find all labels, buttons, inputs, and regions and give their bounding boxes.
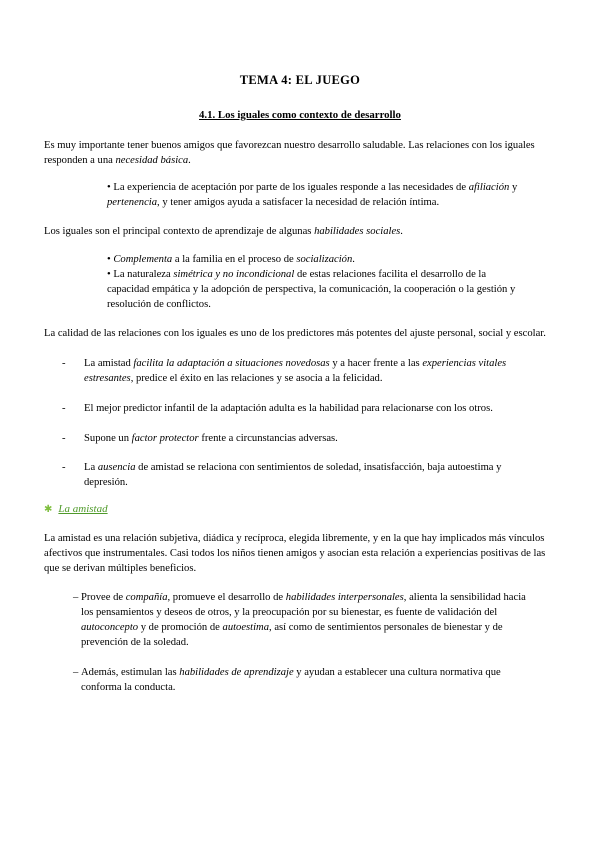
paragraph-calidad: La calidad de las relaciones con los iguales es uno de los predictores más potentes del ajuste personal, social y escolar. xyxy=(44,328,546,339)
list-item xyxy=(62,356,532,386)
paragraph-amistad: La amistad es una relación subjetiva, diádica y recíproca, elegida libremente, y en la que hay implicados más vínculos afectivos que instrumentales. Casi todos los niños tienen amigos y asocian esta relación a experiencias positivas de las que se derivan múltiples beneficios. xyxy=(44,533,546,574)
paragraph-contexto: Los iguales son el principal contexto de aprendizaje de algunas habilidades sociales. xyxy=(44,226,403,237)
list-item-text: La amistad facilita la adaptación a situaciones novedosas y a hacer frente a las experiencias vitales estresantes, predice el éxito en las relaciones y se asocia a la felicidad. xyxy=(84,358,507,384)
list-item-text: La ausencia de amistad se relaciona con sentimientos de soledad, insatisfacción, baja autoestima y depresión. xyxy=(84,462,502,488)
dash-marker: - xyxy=(62,433,66,444)
list-item-text: Provee de compañía, promueve el desarrollo de habilidades interpersonales, alienta la sensibilidad hacia los pensamientos y deseos de otros, y la preocupación por su bienestar, es fuente de validación del autoconcepto y de promoción de autoestima, así como de sentimientos personales de bienestar y de prevención de la soledad. xyxy=(81,592,526,648)
paragraph-intro: Es muy importante tener buenos amigos que favorezcan nuestro desarrollo saludable. Las relaciones con los iguales responden a una necesidad básica. xyxy=(44,140,535,166)
list-item-text: El mejor predictor infantil de la adaptación adulta es la habilidad para relacionarse con los otros. xyxy=(84,403,493,414)
bullet-naturaleza: • La naturaleza simétrica y no incondicional de estas relaciones facilita el desarrollo de la capacidad empática y la adopción de perspectiva, la comunicación, la cooperación o la gestión y resolución de conflictos. xyxy=(107,269,516,310)
dash-marker: - xyxy=(62,403,66,414)
list-item xyxy=(62,431,532,446)
list-item xyxy=(73,665,531,695)
list-item-text: Supone un factor protector frente a circunstancias adversas. xyxy=(84,433,338,444)
section-subtitle: 4.1. Los iguales como contexto de desarrollo xyxy=(199,109,401,121)
list-item-text: Además, estimulan las habilidades de aprendizaje y ayudan a establecer una cultura normativa que conforma la conducta. xyxy=(81,667,501,693)
star-icon: ✱ xyxy=(44,504,53,515)
dash-marker: - xyxy=(62,462,66,473)
section-heading-text: La amistad xyxy=(58,503,108,515)
bullet-complementa: • Complementa a la familia en el proceso de socialización. xyxy=(107,254,355,265)
bullet-aceptacion: • La experiencia de aceptación por parte de los iguales responde a las necesidades de afiliación y pertenencia, y tener amigos ayuda a satisfacer la necesidad de relación íntima. xyxy=(107,182,518,208)
list-item xyxy=(73,590,531,650)
endash-marker: – xyxy=(73,592,79,603)
list-item xyxy=(62,460,532,490)
list-item xyxy=(62,401,532,416)
dash-marker: - xyxy=(62,358,66,369)
page-title: TEMA 4: EL JUEGO xyxy=(239,73,361,87)
section-heading-amistad xyxy=(44,502,108,517)
endash-marker: – xyxy=(73,667,79,678)
